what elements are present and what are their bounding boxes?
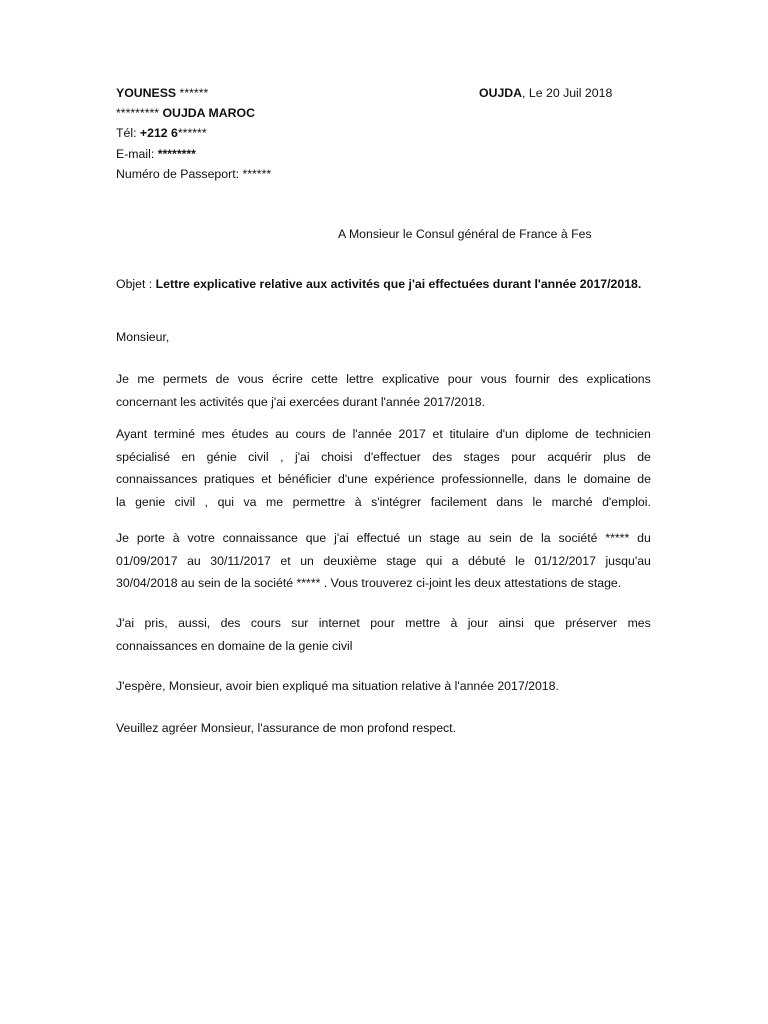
paragraph-3 — [116, 527, 651, 595]
word: l'année — [352, 427, 392, 441]
word: de — [575, 427, 589, 441]
word: la — [541, 531, 551, 545]
word: a — [451, 553, 459, 568]
subject-text: Lettre explicative relative aux activités que j'ai effectuées durant l'année 2017/2018. — [155, 277, 642, 291]
word: à — [354, 494, 362, 509]
word: mes — [627, 616, 651, 630]
word: débuté — [468, 553, 506, 568]
word: d'emploi. — [602, 494, 651, 509]
sender-passport-label: Numéro de Passeport: — [116, 167, 243, 181]
word: marché — [551, 494, 593, 509]
word: le — [515, 553, 525, 568]
word: un — [408, 531, 422, 545]
sender-address-city: OUJDA MAROC — [159, 106, 255, 120]
word: pour — [370, 616, 395, 630]
word: dans — [533, 472, 561, 486]
word: d'un — [495, 427, 519, 441]
paragraph-4 — [116, 612, 651, 657]
word: s'intégrer — [371, 494, 422, 509]
word: stage — [429, 531, 460, 545]
paragraph-line — [116, 491, 651, 514]
word: des — [432, 449, 453, 464]
date-text: , Le 20 Juil 2018 — [522, 86, 613, 100]
word: à — [450, 616, 458, 630]
sender-name: YOUNESS — [116, 86, 177, 100]
sender-email-label: E-mail: — [116, 147, 158, 161]
word: 01/12/2017 — [534, 553, 596, 568]
word: connaissances — [116, 472, 198, 486]
word: et — [280, 553, 291, 568]
word: expérience — [374, 472, 435, 486]
word: technicien — [595, 427, 651, 441]
sender-tel-mask: ****** — [177, 126, 207, 140]
sender-tel-label: Tél: — [116, 126, 140, 140]
word: de — [637, 472, 651, 486]
word: que — [534, 616, 555, 630]
word: ***** — [605, 531, 630, 545]
paragraph-2 — [116, 423, 651, 513]
word: 2017 — [398, 427, 426, 441]
word: qui — [217, 494, 235, 509]
word: stages — [463, 449, 500, 464]
sender-tel-value: +212 6 — [139, 126, 178, 140]
word: en — [181, 449, 196, 464]
word: des — [558, 372, 579, 386]
word: genie — [135, 494, 166, 509]
word: le — [532, 494, 543, 509]
word: effectué — [356, 531, 401, 545]
word: Je — [116, 372, 129, 386]
paragraph-line — [116, 468, 651, 491]
word: pour — [511, 449, 536, 464]
subject-label: Objet : — [116, 277, 156, 291]
word: porte — [136, 531, 165, 545]
word: génie — [206, 449, 237, 464]
word: me — [266, 494, 284, 509]
word: 01/09/2017 — [116, 553, 178, 568]
paragraph-line — [116, 612, 651, 635]
sender-passport-value: ****** — [242, 167, 272, 181]
word: sein — [489, 531, 512, 545]
word: bénéficier — [278, 472, 332, 486]
sender-email-value: ******** — [157, 147, 196, 161]
word: un — [300, 553, 314, 568]
word: diplome — [525, 427, 569, 441]
word: Ayant — [116, 427, 148, 441]
date-city: OUJDA — [479, 86, 523, 100]
word: permettre — [292, 494, 346, 509]
paragraph-line — [116, 423, 651, 446]
word: explicative — [381, 372, 440, 386]
word: civil — [174, 494, 196, 509]
word: plus — [603, 449, 626, 464]
word: me — [137, 372, 155, 386]
word: préserver — [565, 616, 618, 630]
word: jour — [467, 616, 489, 630]
sender-address-mask: ********* — [116, 106, 160, 120]
word: et — [261, 472, 272, 486]
word: cette — [311, 372, 338, 386]
word: dans — [496, 494, 523, 509]
word: vous — [480, 372, 507, 386]
word: cours — [295, 427, 326, 441]
word: études — [231, 427, 269, 441]
word: mettre — [405, 616, 441, 630]
word: civil — [248, 449, 269, 464]
word: professionnelle, — [441, 472, 528, 486]
word: à — [172, 531, 180, 545]
word: va — [243, 494, 257, 509]
word: lettre — [346, 372, 374, 386]
subject-line — [116, 277, 641, 292]
word: terminé — [153, 427, 195, 441]
paragraph-line — [116, 446, 651, 469]
word: connaissance — [222, 531, 298, 545]
word: que — [305, 531, 327, 545]
word: de — [332, 427, 346, 441]
word: j'ai — [334, 531, 349, 545]
word: et — [432, 427, 443, 441]
word: la — [116, 494, 126, 509]
sender-name-mask: ****** — [176, 86, 209, 100]
word: , — [280, 449, 284, 464]
word: 30/11/2017 — [210, 553, 271, 568]
word: au — [467, 531, 482, 545]
greeting: Monsieur, — [116, 330, 170, 344]
word: au — [275, 427, 289, 441]
word: , — [204, 494, 209, 509]
date-line — [479, 86, 612, 101]
word: deuxième — [323, 553, 377, 568]
recipient-line: A Monsieur le Consul général de France à Fes — [338, 227, 592, 241]
word: explications — [586, 372, 651, 386]
word: pour — [447, 372, 473, 386]
word: domaine — [583, 472, 631, 486]
word: d'effectuer — [363, 449, 421, 464]
paragraph-line: concernant les activités que j'ai exercées durant l'année 2017/2018. — [116, 394, 486, 409]
word: facilement — [430, 494, 487, 509]
word: cours — [250, 616, 281, 630]
paragraph-line: 30/04/2018 au sein de la société ***** . Vous trouverez ci-joint les deux attestations de stage. — [116, 576, 622, 590]
word: pratiques — [203, 472, 255, 486]
paragraph-line: connaissances en domaine de la genie civil — [116, 638, 353, 653]
word: votre — [187, 531, 215, 545]
paragraph-line — [116, 527, 651, 550]
paragraph-5: J'espère, Monsieur, avoir bien expliqué ma situation relative à l'année 2017/2018. — [116, 679, 559, 693]
word: j'ai — [294, 449, 310, 464]
word: internet — [318, 616, 360, 630]
paragraph-line — [116, 550, 651, 573]
word: Je — [116, 531, 129, 545]
word: de — [637, 449, 651, 464]
word: écrire — [272, 372, 303, 386]
word: ainsi — [498, 616, 524, 630]
word: stage — [386, 553, 417, 568]
word: qui — [425, 553, 443, 568]
word: au — [187, 553, 201, 568]
word: pris, — [144, 616, 168, 630]
word: choisi — [321, 449, 353, 464]
word: jusqu'au — [605, 553, 651, 568]
word: permets — [162, 372, 208, 386]
word: fournir — [515, 372, 550, 386]
sender-name-line — [116, 86, 208, 101]
paragraph-6: Veuillez agréer Monsieur, l'assurance de mon profond respect. — [116, 721, 457, 735]
word: d'une — [338, 472, 368, 486]
word: mes — [201, 427, 225, 441]
sender-tel-line — [116, 126, 207, 141]
paragraph-line — [116, 368, 651, 391]
sender-address-line — [116, 106, 255, 121]
word: titulaire — [449, 427, 490, 441]
sender-email-line — [116, 147, 196, 162]
word: société — [558, 531, 598, 545]
word: le — [567, 472, 577, 486]
word: des — [220, 616, 241, 630]
paragraph-1 — [116, 368, 651, 413]
word: de — [215, 372, 230, 386]
word: spécialisé — [116, 449, 170, 464]
word: de — [519, 531, 534, 545]
word: acquérir — [547, 449, 592, 464]
word: du — [637, 531, 651, 545]
word: sur — [291, 616, 309, 630]
word: aussi, — [178, 616, 211, 630]
sender-passport-line — [116, 167, 271, 182]
word: vous — [237, 372, 264, 386]
word: J'ai — [116, 616, 135, 630]
